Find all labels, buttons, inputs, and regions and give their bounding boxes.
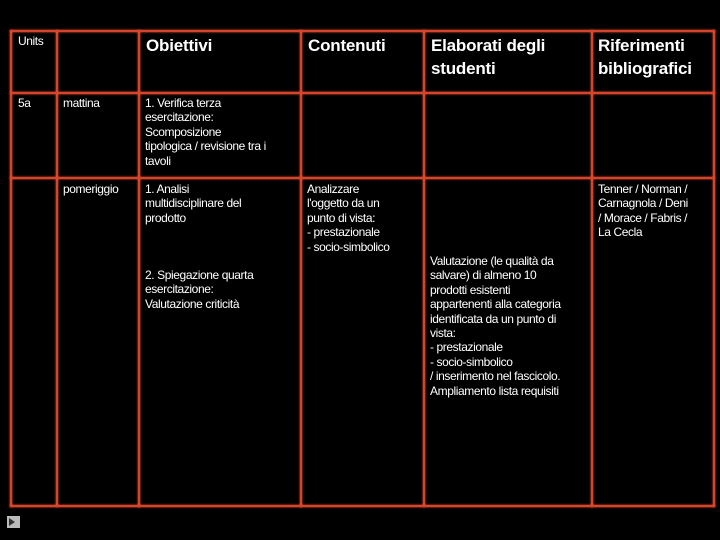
row-contenuti: Analizzare l'oggetto da un punto di vista: - prestazionale - socio-simbolico (307, 182, 390, 254)
row-obiettivi: 1. Verifica terza esercitazione: Scomposizione tipologica / revisione tra i tavoli (145, 96, 266, 168)
header-contenuti: Contenuti (308, 36, 386, 55)
header-elaborati: Elaborati degli studenti (431, 36, 546, 78)
slide-nav-icon[interactable] (7, 516, 20, 528)
row-period: pomeriggio (63, 182, 119, 196)
table-border (591, 30, 593, 507)
row-riferimenti: Tenner / Norman / Carnagnola / Deni / Morace / Fabris / La Cecla (598, 182, 688, 240)
row-obiettivi-2: 2. Spiegazione quarta esercitazione: Valutazione criticità (145, 268, 254, 311)
table-border (10, 30, 12, 507)
table-border (713, 30, 715, 507)
row-period: mattina (63, 96, 100, 110)
table-border (300, 30, 302, 507)
header-units: Units (18, 34, 44, 48)
table-border (56, 30, 58, 507)
header-obiettivi: Obiettivi (146, 36, 213, 55)
table-border (10, 92, 715, 94)
table-border (10, 505, 715, 507)
table-border (138, 30, 140, 507)
table-border (10, 177, 715, 179)
table-border (423, 30, 425, 507)
header-riferimenti: Riferimenti bibliografici (598, 36, 692, 78)
table-border (10, 30, 715, 32)
row-elaborati: Valutazione (le qualità da salvare) di almeno 10 prodotti esistenti appartenenti alla categoria identificata da un punto di vista: - prestazionale - socio-simbolico / inserimento nel fascicolo. Ampliamento lista requisiti (430, 254, 561, 398)
row-obiettivi-1: 1. Analisi multidisciplinare del prodotto (145, 182, 242, 225)
row-unit: 5a (18, 96, 31, 110)
